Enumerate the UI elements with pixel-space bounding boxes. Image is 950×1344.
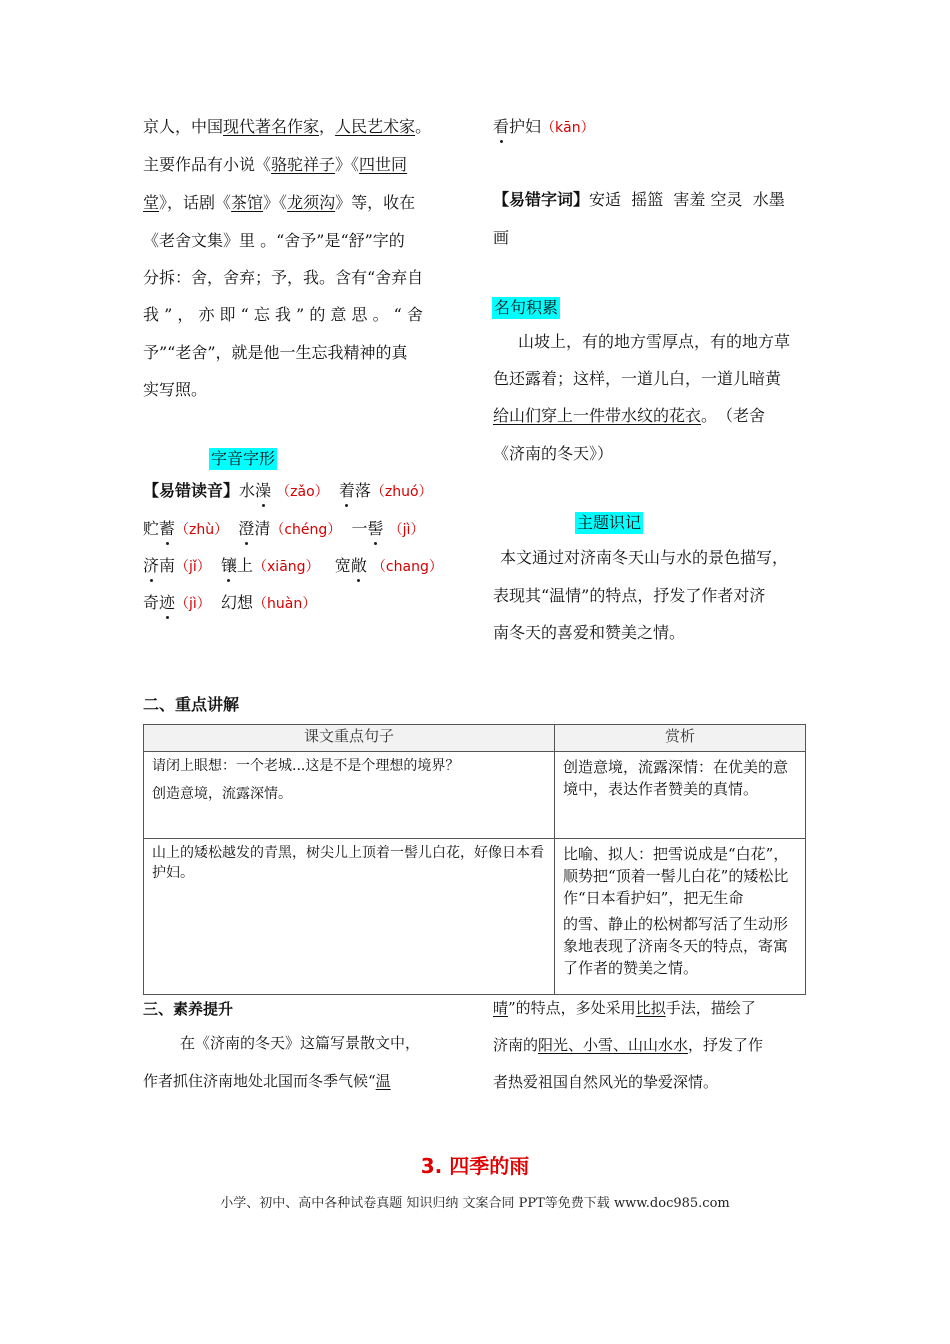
- sentence-note: 创造意境，流露深情。: [152, 786, 292, 802]
- table-cell-analysis: [555, 839, 806, 995]
- bio-line-6: 我 ” ， 亦 即 “ 忘 我 ” 的 意 思 。 “ 舍: [143, 305, 423, 324]
- bio-line-5: 分拆：舍，舍弃；予，我。含有“舍弃自: [143, 268, 424, 287]
- section-badge-theme: 主题识记: [577, 513, 642, 532]
- bio-line-3: 堂》，话剧《茶馆》《龙须沟》等，收在: [143, 193, 416, 212]
- s3-right-line-3: 者热爱祖国自然风光的挚爱深情。: [493, 1073, 719, 1091]
- table-cell-sentence: [144, 752, 555, 839]
- typo-line-2: 画: [493, 228, 510, 247]
- pron-line-3: 济南（jǐ） 镶上（xiāng） 宽敞 （chang）: [143, 556, 443, 575]
- table-row: [144, 839, 806, 995]
- quote-line-1: 山坡上，有的地方雪厚点，有的地方草: [518, 332, 791, 351]
- table-header-sentences: 课文重点句子: [144, 725, 555, 752]
- quote-line-4: 《济南的冬天》）: [493, 444, 614, 463]
- bio-line-7: 予”“老舍”，就是他一生忘我精神的真: [143, 343, 408, 362]
- section-badge-pronunciation: 字音字形: [211, 449, 276, 468]
- key-sentences-table: [143, 724, 806, 995]
- table-row: [144, 752, 806, 839]
- analysis-text-cont: 的雪、静止的松树都写活了生动形象地表现了济南冬天的特点，寄寓了作者的赞美之情。: [563, 915, 789, 977]
- footer-text: 小学、初中、高中各种试卷真题 知识归纳 文案合同 PPT等免费下载 www.doc985.com: [220, 1196, 730, 1211]
- pron-line-2: 贮蓄（zhù） 澄清（chéng） 一髻 （jì）: [143, 519, 425, 538]
- sentence-text: 请闭上眼想：一个老城...这是不是个理想的境界？: [152, 758, 460, 774]
- table-cell-sentence: [144, 839, 555, 995]
- kan-word-line: 看护妇（kān）: [493, 117, 595, 136]
- pron-line-4: 奇迹（jì） 幻想（huàn）: [143, 593, 317, 612]
- bio-line-4: 《老舍文集》里 。“舍予”是“舒”字的: [143, 231, 405, 250]
- s3-left-line-2: 作者抓住济南地处北国而冬季气候“温: [143, 1072, 391, 1090]
- s3-right-line-2: 济南的阳光、小雪、山山水水，抒发了作: [493, 1036, 764, 1054]
- analysis-text: 创造意境，流露深情：在优美的意境中，表达作者赞美的真情。: [563, 758, 789, 798]
- bio-line-2: 主要作品有小说《骆驼祥子》《四世同: [143, 155, 408, 174]
- table-cell-analysis: [555, 752, 806, 839]
- typo-line: 【易错字词】安适 摇篮 害羞 空灵 水墨: [493, 190, 785, 209]
- next-lesson-title: 3. 四季的雨: [420, 1154, 530, 1178]
- sentence-text: 山上的矮松越发的青黑，树尖儿上顶着一髻儿白花，好像日本看护妇。: [152, 845, 544, 881]
- analysis-text: 比喻、拟人：把雪说成是“白花”，顺势把“顶着一髻儿白花”的矮松比作“日本看护妇”，把无生命: [563, 845, 789, 907]
- s3-left-line-1: 在《济南的冬天》这篇写景散文中，: [180, 1034, 421, 1052]
- table-header-analysis: 赏析: [555, 725, 806, 752]
- theme-line-2: 表现其“温情”的特点，抒发了作者对济: [493, 586, 766, 605]
- bio-line-1: 京人，中国现代著名作家，人民艺术家。: [143, 117, 432, 136]
- section2-heading: 二、重点讲解: [143, 695, 240, 714]
- quote-line-3: 给山们穿上一件带水纹的花衣。 （老舍: [493, 406, 766, 425]
- bio-line-8: 实写照。: [143, 380, 208, 399]
- quote-line-2: 色还露着；这样，一道儿白，一道儿暗黄: [493, 369, 782, 388]
- theme-line-3: 南冬天的喜爱和赞美之情。: [493, 623, 686, 642]
- section3-heading: 三、素养提升: [143, 1000, 234, 1018]
- s3-right-line-1: 晴”的特点，多处采用比拟手法，描绘了: [493, 999, 756, 1017]
- section-badge-quotes: 名句积累: [494, 298, 559, 317]
- pron-line-1: 【易错读音】水澡 （zǎo） 着落（zhuó）: [143, 481, 433, 500]
- theme-line-1: 本文通过对济南冬天山与水的景色描写，: [500, 548, 789, 567]
